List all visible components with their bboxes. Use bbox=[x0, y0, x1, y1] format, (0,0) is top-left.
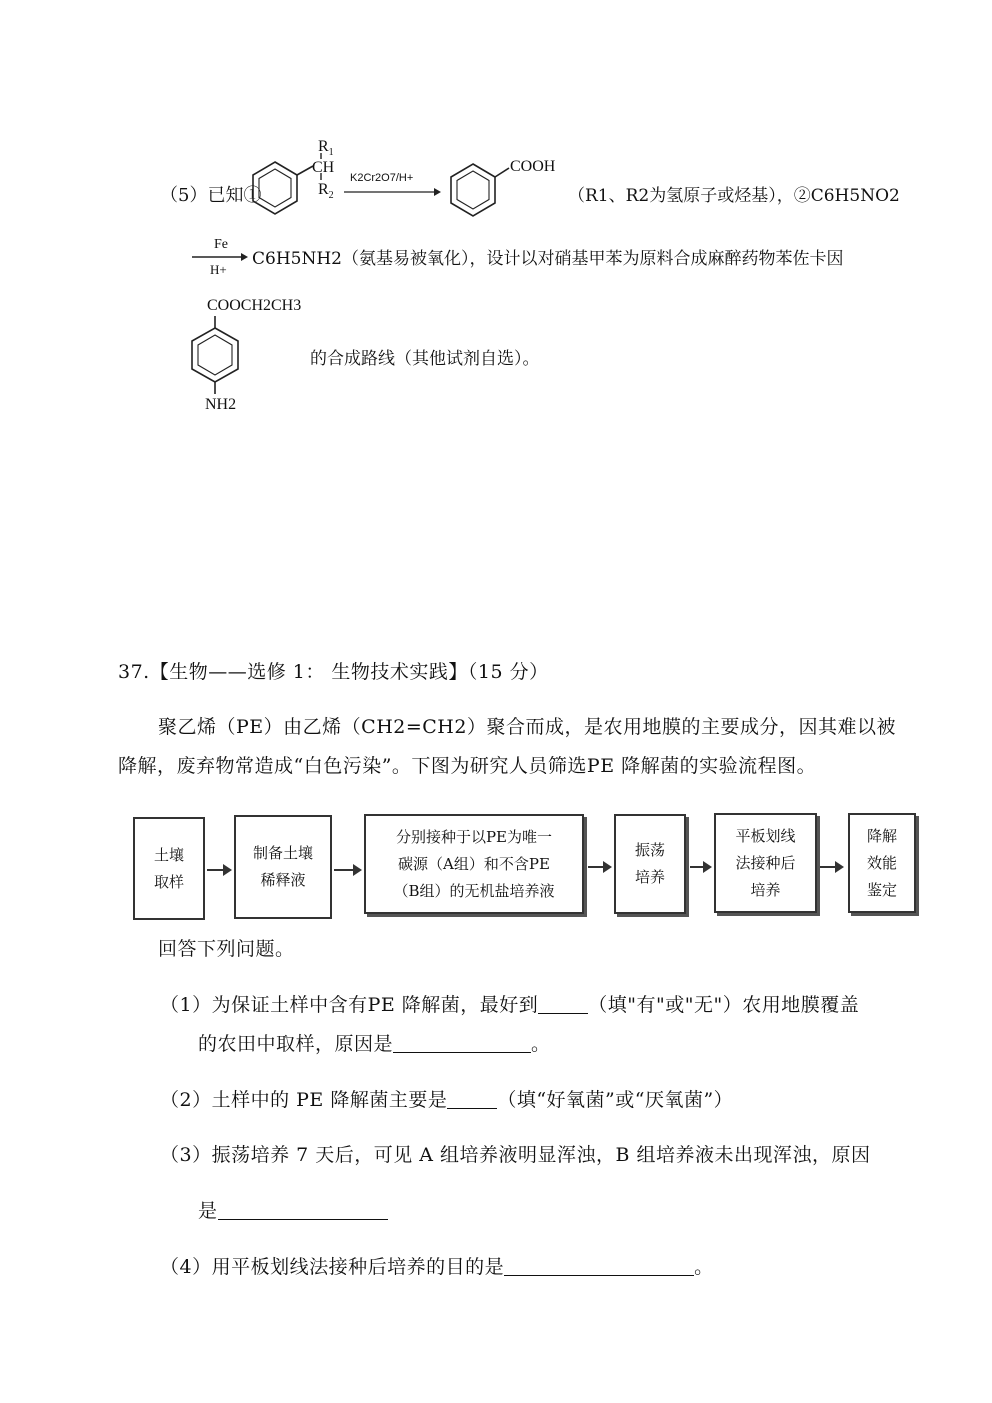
flow-arrow-2 bbox=[334, 869, 360, 871]
sub-question-1-line-2: 的农田中取样，原因是 。 bbox=[198, 1033, 551, 1055]
flow-step-5: 平板划线 法接种后 培养 bbox=[714, 813, 817, 913]
reaction-arrow bbox=[342, 186, 442, 198]
benzocaine-ester-group: COOCH2CH3 bbox=[207, 297, 302, 314]
flow-step-3: 分别接种于以PE为唯一 碳源（A组）和不含PE （B组）的无机盐培养液 bbox=[364, 814, 584, 914]
answer-prompt: 回答下列问题。 bbox=[158, 938, 295, 960]
flow-step-4: 振荡 培养 bbox=[614, 814, 686, 914]
answer-blank-4[interactable] bbox=[504, 1257, 694, 1276]
answer-blank-1b[interactable] bbox=[393, 1034, 531, 1053]
benzocaine-ring-structure bbox=[180, 314, 250, 404]
sub-question-1-line-1: （1）为保证土样中含有PE 降解菌，最好到 （填"有"或"无"）农用地膜覆盖 bbox=[160, 994, 860, 1016]
q37-intro-1: 聚乙烯（PE）由乙烯（CH2=CH2）聚合而成，是农用地膜的主要成分，因其难以被 bbox=[158, 716, 896, 738]
toluene-derivative-structure bbox=[245, 140, 355, 230]
q37-intro-2: 降解，废弃物常造成“白色污染”。下图为研究人员筛选PE 降解菌的实验流程图。 bbox=[118, 755, 817, 777]
q5-note-1: （R1、R2为氢原子或烃基），②C6H5NO2 bbox=[568, 186, 900, 206]
answer-blank-3[interactable] bbox=[218, 1201, 388, 1220]
q5-prefix: （5）已知① bbox=[160, 185, 262, 206]
sub-question-3-line-1: （3）振荡培养 7 天后，可见 A 组培养液明显浑浊，B 组培养液未出现浑浊，原因 bbox=[160, 1144, 871, 1166]
carboxyl-group: COOH bbox=[510, 158, 556, 175]
reagent-label: K2Cr2O7/H+ bbox=[350, 172, 414, 184]
substituent-ch: CH bbox=[312, 159, 335, 176]
flow-arrow-4 bbox=[690, 866, 710, 868]
flow-arrow-5 bbox=[820, 866, 842, 868]
flow-arrow-3 bbox=[588, 866, 610, 868]
flow-step-6: 降解 效能 鉴定 bbox=[848, 813, 916, 913]
arrow2-reagent-bottom: H+ bbox=[210, 262, 227, 277]
q5-line-2: C6H5NH2（氨基易被氧化），设计以对硝基甲苯为原料合成麻醉药物苯佐卡因 bbox=[252, 249, 844, 269]
answer-blank-2[interactable] bbox=[447, 1090, 497, 1109]
flow-step-1: 土壤 取样 bbox=[133, 817, 205, 920]
substituent-r2: $R_2$ bbox=[318, 181, 334, 202]
sub-question-4: （4）用平板划线法接种后培养的目的是 。 bbox=[160, 1256, 714, 1278]
q5-line-3: 的合成路线（其他试剂自选）。 bbox=[310, 349, 540, 369]
sub-question-2: （2）土样中的 PE 降解菌主要是 （填“好氧菌”或“厌氧菌”） bbox=[160, 1089, 734, 1111]
answer-blank-1a[interactable] bbox=[538, 995, 588, 1014]
flow-arrow-1 bbox=[207, 869, 230, 871]
q37-header: 37.【生物——选修 1： 生物技术实践】（15 分） bbox=[118, 661, 549, 683]
flow-step-2: 制备土壤 稀释液 bbox=[234, 815, 332, 919]
amino-group: NH2 bbox=[205, 396, 237, 413]
sub-question-3-line-2: 是 bbox=[198, 1196, 388, 1223]
substituent-r1: $R_1$ bbox=[318, 138, 334, 159]
arrow2-reagent-top: Fe bbox=[214, 237, 228, 252]
